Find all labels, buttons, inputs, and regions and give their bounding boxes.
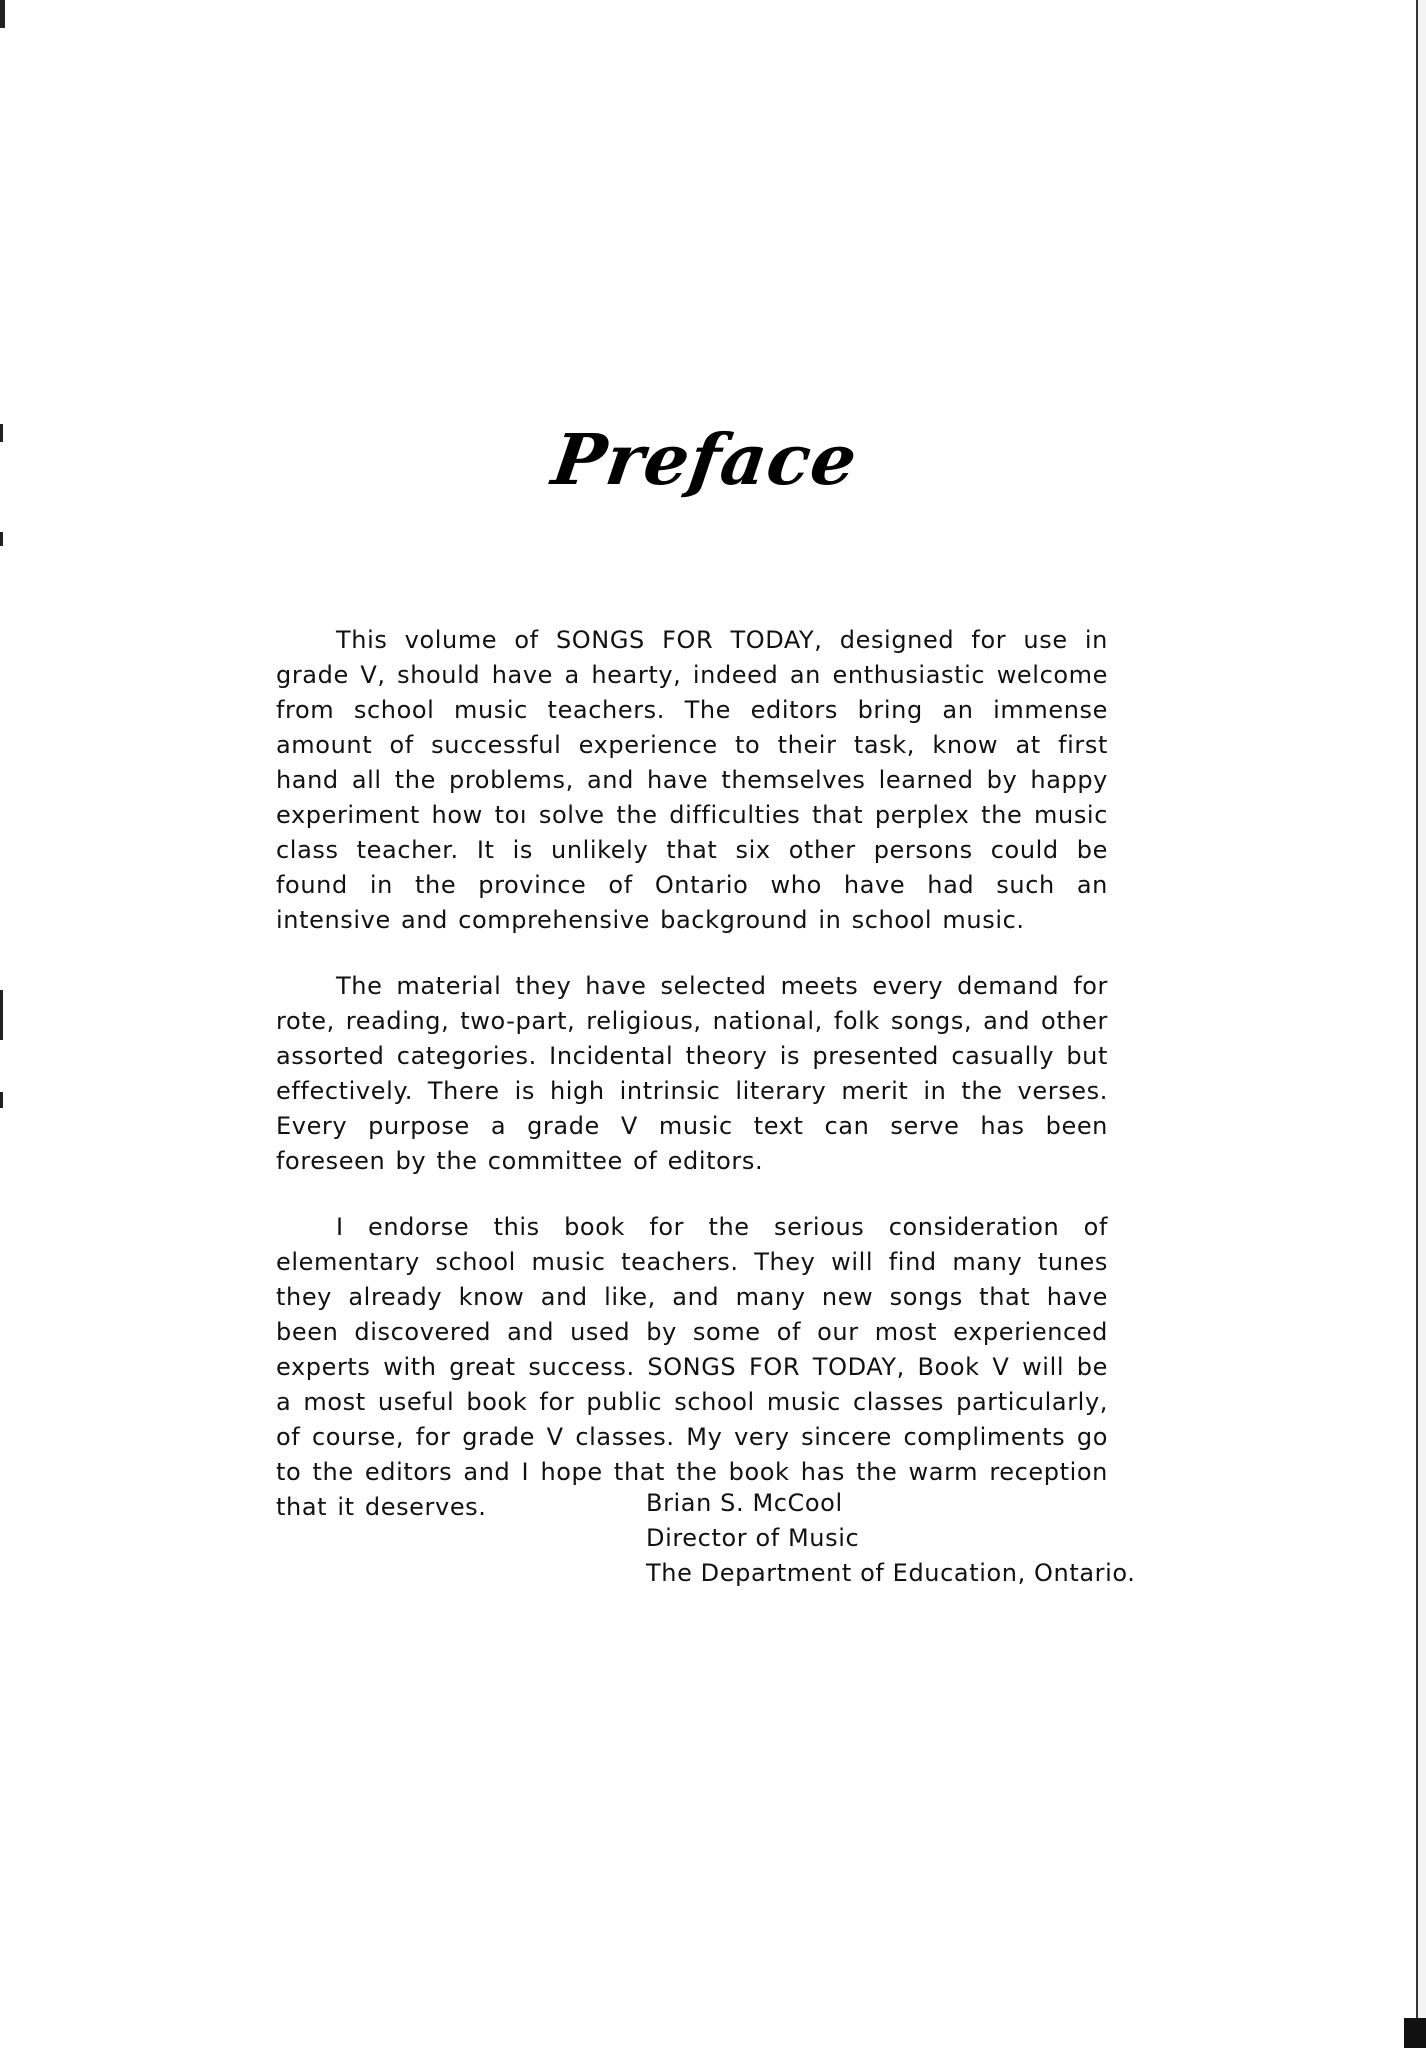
page-title: Preface xyxy=(547,418,863,501)
page-edge xyxy=(1416,0,1426,2048)
scan-edge-mark xyxy=(0,532,3,546)
paragraph: I endorse this book for the serious consideration of elementary school music teachers. They will find many tunes they already know and like, and many new songs that have been discovered and used by some of our most experienced experts with great success. SONGS FOR TODAY, Book V will be a most useful book for public school music classes particularly, of course, for grade V classes. My very sincere compliments go to the editors and I hope that the book has the warm reception that it deserves. xyxy=(276,1213,1108,1521)
scan-edge-mark xyxy=(0,1092,3,1108)
signature-block xyxy=(646,1486,1135,1591)
paragraph: This volume of SONGS FOR TODAY, designed for use in grade V, should have a hearty, indeed an enthusiastic welcome from school music teachers. The editors bring an immense amount of successful experience to their task, know at first hand all the problems, and have themselves learned by happy experiment how toı solve the difficulties that perplex the music class teacher. It is unlikely that six other persons could be found in the province of Ontario who have had such an intensive and comprehensive background in school music. xyxy=(276,626,1108,934)
scan-edge-mark xyxy=(0,0,5,28)
paragraph: The material they have selected meets every demand for rote, reading, two-part, religious, national, folk songs, and other assorted categories. Incidental theory is presented casually but effectively. There is high intrinsic literary merit in the verses. Every purpose a grade V music text can serve has been foreseen by the committee of editors. xyxy=(276,972,1108,1175)
preface-body xyxy=(276,623,1108,1556)
scan-corner-mark xyxy=(1404,2018,1426,2048)
scan-edge-mark xyxy=(0,990,3,1040)
signature-organization: The Department of Education, Ontario. xyxy=(646,1559,1136,1587)
signature-position: Director of Music xyxy=(646,1524,860,1552)
signature-name: Brian S. McCool xyxy=(646,1489,843,1517)
